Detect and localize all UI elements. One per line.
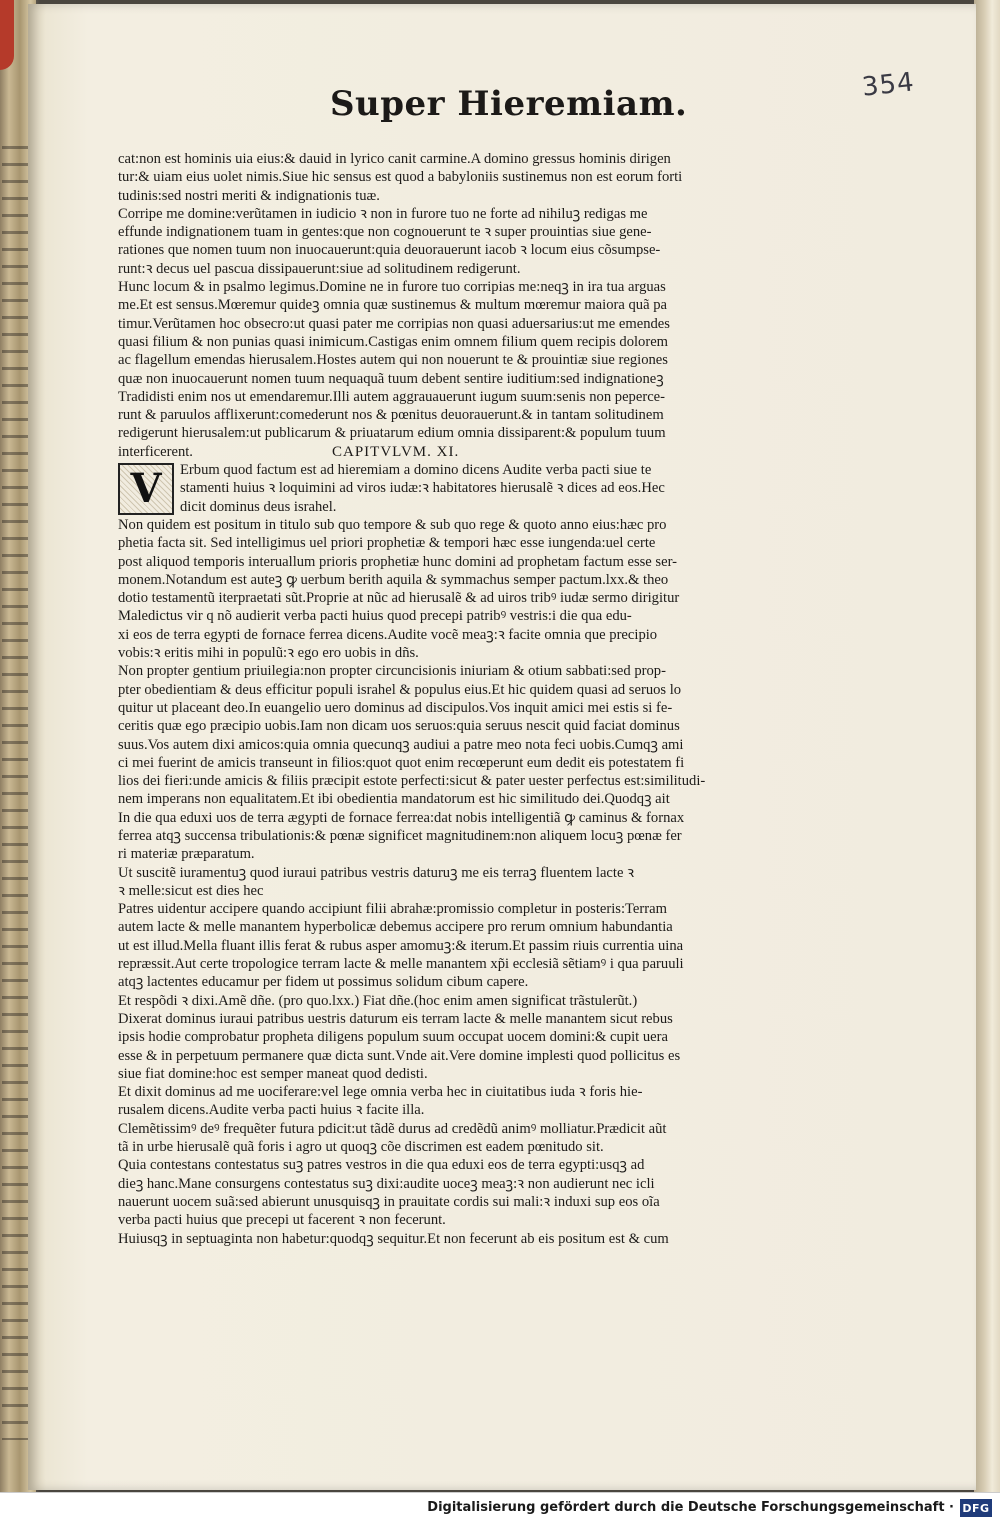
text-block-before-chapter bbox=[118, 150, 778, 443]
initial-lines bbox=[180, 461, 778, 516]
text-line: vobis:ꝛ eritis mihi in populũ:ꝛ ego ero uobis in dñs. bbox=[118, 645, 419, 662]
text-line: stamenti huius ꝛ loquimini ad viros iudæ:ꝛ habitatores hierusalẽ ꝛ dices ad eos.Hec bbox=[180, 480, 665, 497]
text-line: ut est illud.Mella fluant illis ferat & rubus asper amomuꝫ:& iterum.Et passim riuis currentia uina bbox=[118, 937, 684, 954]
text-line: Non propter gentium priuilegia:non propter circuncisionis iniuriam & otium sabbati:sed prop- bbox=[118, 663, 666, 680]
text-line: ac flagellum emendas hierusalem.Hostes autem qui non nouerunt te & prouintiæ siue regiones bbox=[118, 352, 668, 369]
text-line: rationes que nomen tuum non inuocauerunt:quia deuorauerunt iacob ꝛ locum eius cõsumpse- bbox=[118, 242, 661, 259]
right-page-edges bbox=[974, 0, 1000, 1492]
text-line: dotio testamentũ iterpraetati sũt.Proprie at nũc ad hierusalẽ & ad uiros tribꝰ iudæ sermo dirigitur bbox=[118, 590, 680, 607]
text-line: ci mei fuerint de amicis transeunt in filios:quot quot enim recœperunt eum dedit eis potestatem fi bbox=[118, 754, 685, 771]
text-line: Non quidem est positum in titulo sub quo tempore & sub quo rege & quoto anno eius:hæc pro bbox=[118, 516, 667, 533]
text-line: quæ non inuocauerunt nomen tuum nequaquã tuum debent sentire iuditium:sed indignationeꝫ bbox=[118, 370, 664, 387]
text-line: ipsis hodie comprobatur propheta diligens populum suum occupat uocem domini:& cupit uera bbox=[118, 1029, 668, 1046]
text-line: Corripe me domine:verũtamen in iudicio ꝛ non in furore tuo ne forte ad nihiluꝫ redigas me bbox=[118, 205, 648, 222]
text-line: tudinis:sed nostri meriti & indignationis tuæ. bbox=[118, 187, 380, 204]
text-line: siue fiat domine:hoc est semper maneat quod dedisti. bbox=[118, 1065, 428, 1082]
text-line: timur.Verũtamen hoc obsecro:ut quasi pater me corripias non quasi aduersarius:ut me emendes bbox=[118, 315, 670, 332]
text-line: verba pacti huius que precepi ut facerent ꝛ non fecerunt. bbox=[118, 1212, 446, 1229]
text-line: atqꝫ lactentes educamur per fidem ut possimus solidum cibum capere. bbox=[118, 974, 529, 991]
text-line: ceritis quæ ego præcipio uobis.Iam non dicam uos seruos:quia seruus nescit quid faciat dominus bbox=[118, 718, 680, 735]
text-line: runt & paruulos afflixerunt:comederunt nos & pœnitus deuorauerunt.& in tantam solitudinem bbox=[118, 407, 664, 424]
text-line: phetia facta sit. Sed intelligimus uel priori prophetiæ & tempori hæc esse iungenda:uel certe bbox=[118, 535, 656, 552]
text-line: Huiusqꝫ in septuaginta non habetur:quodqꝫ sequitur.Et non fecerunt ab eis positum est & cum bbox=[118, 1230, 669, 1247]
text-line: autem lacte & melle manantem hyperbolicæ debemus accipere pro rerum omnium habundantia bbox=[118, 919, 673, 936]
text-line: ꝛ melle:sicut est dies hec bbox=[118, 882, 264, 899]
funding-note: Digitalisierung gefördert durch die Deutsche Forschungsgemeinschaft · bbox=[427, 1500, 954, 1515]
text-line: runt:ꝛ decus uel pascua dissipauerunt:siue ad solitudinem redigerunt. bbox=[118, 260, 521, 277]
facing-page-text-fragment bbox=[2, 140, 28, 1440]
text-line: rusalem dicens.Audite verba pacti huius ꝛ facite illa. bbox=[118, 1102, 425, 1119]
text-line: Et dixit dominus ad me uociferare:vel lege omnia verba hec in ciuitatibus iuda ꝛ foris hie- bbox=[118, 1084, 643, 1101]
text-line: monem.Notandum est auteꝫ ꝙ uerbum berith aquila & symmachus semper pactum.lxx.& theo bbox=[118, 571, 669, 588]
decorated-initial: V bbox=[118, 463, 174, 515]
text-line: Patres uidentur accipere quando accipiunt filii abrahæ:promissio completur in posteris:Terram bbox=[118, 901, 667, 918]
text-line: cat:non est hominis uia eius:& dauid in lyrico canit carmine.A domino gressus hominis dirigen bbox=[118, 151, 671, 167]
running-head: Super Hieremiam. bbox=[330, 84, 688, 124]
text-line: quasi filium & non punias quasi inimicum.Castigas enim omnem filium quem recipis dolorem bbox=[118, 333, 669, 350]
text-line: Ut suscitẽ iuramentuꝫ quod iuraui patribus vestris daturuꝫ me eis terraꝫ fluentem lacte ꝛ bbox=[118, 864, 635, 881]
text-line: Et respõdi ꝛ dixi.Amẽ dñe. (pro quo.lxx.) Fiat dñe.(hoc enim amen significat trãstulerũt.) bbox=[118, 992, 638, 1009]
chapter-line-text: interficerent. bbox=[118, 443, 193, 460]
text-line: me.Et est sensus.Mœremur quideꝫ omnia quæ sustinemus & multum mœremur maiora quã pa bbox=[118, 297, 667, 314]
text-line: post aliquod temporis interuallum prioris prophetiæ hunc domini ad prophetam factum esse ser- bbox=[118, 553, 678, 570]
text-line: redigerunt hierusalem:ut publicarum & priuatarum edium omnia dissiparent:& populum tuum bbox=[118, 425, 666, 442]
text-line: dieꝫ hanc.Mane consurgens contestatus suꝫ dixi:audite uoceꝫ meaꝫ:ꝛ non audierunt nec icli bbox=[118, 1175, 655, 1192]
text-line: Maledictus vir q nõ audierit verba pacti huius quod precepi patribꝰ vestris:i die qua edu- bbox=[118, 608, 632, 625]
text-line: tã in urbe hierusalẽ quã foris i agro ut quoqꝫ cõe discrimen est eadem pœnitudo sit. bbox=[118, 1139, 604, 1156]
text-line: Clemẽtissimꝰ deꝰ frequẽter futura pdicit:ut tãdẽ durus ad credẽdũ animꝰ molliatur.Prædicit aũt bbox=[118, 1120, 667, 1137]
body-text bbox=[118, 150, 778, 1248]
text-line: tur:& uiam eius uolet nimis.Siue hic sensus est quod a babyloniis sustinemus non est eorum forti bbox=[118, 169, 683, 186]
text-line: In die qua eduxi uos de terra ægypti de fornace ferrea:dat nobis intelligentiã ꝙ caminus & fornax bbox=[118, 809, 685, 826]
text-line: xi eos de terra egypti de fornace ferrea dicens.Audite vocẽ meaꝫ:ꝛ facite omnia que precipio bbox=[118, 626, 658, 643]
footer-bar bbox=[0, 1492, 1000, 1524]
text-line: effunde indignationem tuam in gentes:que non cognouerunt te ꝛ super prouintias siue gene- bbox=[118, 224, 652, 241]
text-block-after-chapter bbox=[118, 516, 778, 1248]
text-line: repræssit.Aut certe tropologice terram lacte & melle manantem xp̃i ecclesiã sẽtiamꝰ i qua paruuli bbox=[118, 956, 684, 973]
chapter-heading: CAPITVLVM. XI. bbox=[332, 443, 460, 460]
text-line: quitur ut placeant deo.In euangelio uero dominus ad discipulos.Vos inquit amici mei estis si fe- bbox=[118, 699, 673, 716]
text-line: Tradidisti enim nos ut emendaremur.Illi autem aggrauauerunt iugum suum:senis non peperce- bbox=[118, 388, 666, 405]
text-line: Hunc locum & in psalmo legimus.Domine ne in furore tuo corripias me:neqꝫ in ira tua arguas bbox=[118, 279, 666, 296]
text-line: nauerunt uocem suã:sed abierunt unusquisqꝫ in prauitate cordis sui mali:ꝛ induxi sup eos oĩa bbox=[118, 1193, 660, 1210]
dfg-logo: DFG bbox=[960, 1499, 992, 1517]
chapter-opening bbox=[118, 461, 778, 516]
text-line: suus.Vos autem dixi amicos:quia omnia quecunqꝫ audiui a patre meo nota feci uobis.Cumqꝫ ami bbox=[118, 736, 684, 753]
text-line: ri materiæ præparatum. bbox=[118, 846, 255, 863]
text-line: pter obedientiam & deus efficitur populi israhel & populus eius.Et hic quidem quasi ad seruos lo bbox=[118, 681, 682, 698]
text-line: Dixerat dominus iuraui patribus uestris daturum eis terram lacte & melle manantem sicut rebus bbox=[118, 1010, 673, 1027]
text-line: nem imperans non equalitatem.Et ibi obedientia mandatorum est hic similitudo dei.Quodqꝫ ait bbox=[118, 791, 670, 808]
text-line: ferrea atqꝫ succensa tribulationis:& pœnæ significet magnitudinem:non aliquem locuꝫ pœnæ fer bbox=[118, 827, 682, 844]
text-line: dicit dominus deus israhel. bbox=[180, 498, 337, 515]
text-line: esse & in perpetuum permanere quæ dicta sunt.Vnde ait.Vere domine implesti quod pollicitus es bbox=[118, 1047, 681, 1064]
chapter-heading-line bbox=[118, 443, 778, 461]
text-line: Erbum quod factum est ad hieremiam a domino dicens Audite verba pacti siue te bbox=[180, 462, 652, 479]
folio-number: 354 bbox=[860, 67, 917, 103]
text-line: lios dei fieri:unde amicis & filiis præcipit estote perfecti:sicut & pater uester perfectus est:similitudi- bbox=[118, 773, 706, 790]
text-line: Quia contestans contestatus suꝫ patres vestros in die qua eduxi eos de terra egypti:usqꝫ ad bbox=[118, 1157, 645, 1174]
